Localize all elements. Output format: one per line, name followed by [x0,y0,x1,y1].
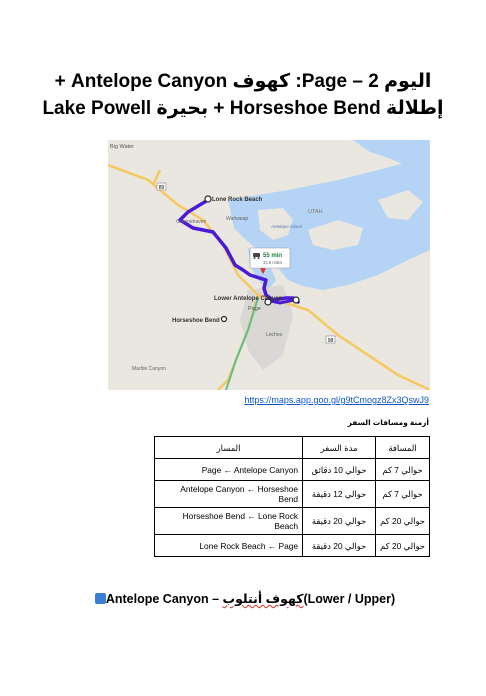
hwy-98-shield-icon [326,336,335,344]
label-leches: Leches [266,332,283,338]
label-marble-canyon: Marble Canyon [132,366,166,372]
route-distance: 33.8 miles [263,260,283,265]
label-wahweap: Wahweap [226,216,249,222]
label-horseshoe-bend: Horseshoe Bend [172,318,220,324]
blue-square-icon [95,593,106,604]
section-heading-antelope [0,591,486,606]
cell-route: Antelope Canyon ← Horseshoe Bend [155,481,303,508]
header-distance: المسافة [376,437,430,459]
heading-arabic-suffix: (Lower / Upper) [303,592,396,606]
label-big-water: Big Water [110,144,134,150]
table-row [155,535,430,557]
marker-antelope-east[interactable] [293,297,299,303]
cell-distance: حوالي 20 كم [376,508,430,535]
cell-time: حوالي 12 دقيقة [303,481,376,508]
svg-text:98: 98 [327,338,334,344]
marker-lone-rock-beach[interactable] [205,196,211,202]
cell-time: حوالي 20 دقيقة [303,535,376,557]
header-route: المسار [155,437,303,459]
table-header-row [155,437,430,459]
cell-distance: حوالي 7 كم [376,459,430,481]
cell-route: Page ← Antelope Canyon [155,459,303,481]
route-map[interactable] [108,140,430,390]
title-line-2: إطلالة Horseshoe Bend + بحيرة Lake Powell [42,98,444,119]
label-page: Page [248,306,261,312]
cell-route: Horseshoe Bend ← Lone Rock Beach [155,508,303,535]
travel-table [154,436,430,557]
heading-prefix: Antelope Canyon – [105,592,223,606]
route-info-box[interactable] [250,248,290,268]
cell-route: Lone Rock Beach ← Page [155,535,303,557]
title-line-1: اليوم 2 – Page: كهوف Antelope Canyon + [54,71,432,92]
label-lower-antelope-canyon: Lower Antelope Canyon [214,296,283,302]
label-greenehaven: Greenehaven [176,219,207,225]
section-label: أزمنة ومسافات السفر [347,418,429,427]
table-row [155,459,430,481]
cell-distance: حوالي 7 كم [376,481,430,508]
label-antelope-island: Antelope Island [271,224,303,229]
label-utah: UTAH [308,209,323,215]
marker-horseshoe-bend[interactable] [222,317,227,322]
cell-time: حوالي 10 دقائق [303,459,376,481]
label-lone-rock-beach: Lone Rock Beach [212,197,263,203]
header-time: مدة السفر [303,437,376,459]
svg-text:89: 89 [158,185,165,191]
route-time: 55 min [263,253,283,259]
table-row [155,481,430,508]
hwy-89-shield-icon [157,183,166,191]
heading-arabic: كهوف أنتلوب [222,592,304,606]
table-row [155,508,430,535]
cell-distance: حوالي 20 كم [376,535,430,557]
page-title [20,68,466,122]
map-link[interactable]: https://maps.app.goo.gl/g9tCmogz8Zx3QswJ9 [244,395,429,405]
cell-time: حوالي 20 دقيقة [303,508,376,535]
